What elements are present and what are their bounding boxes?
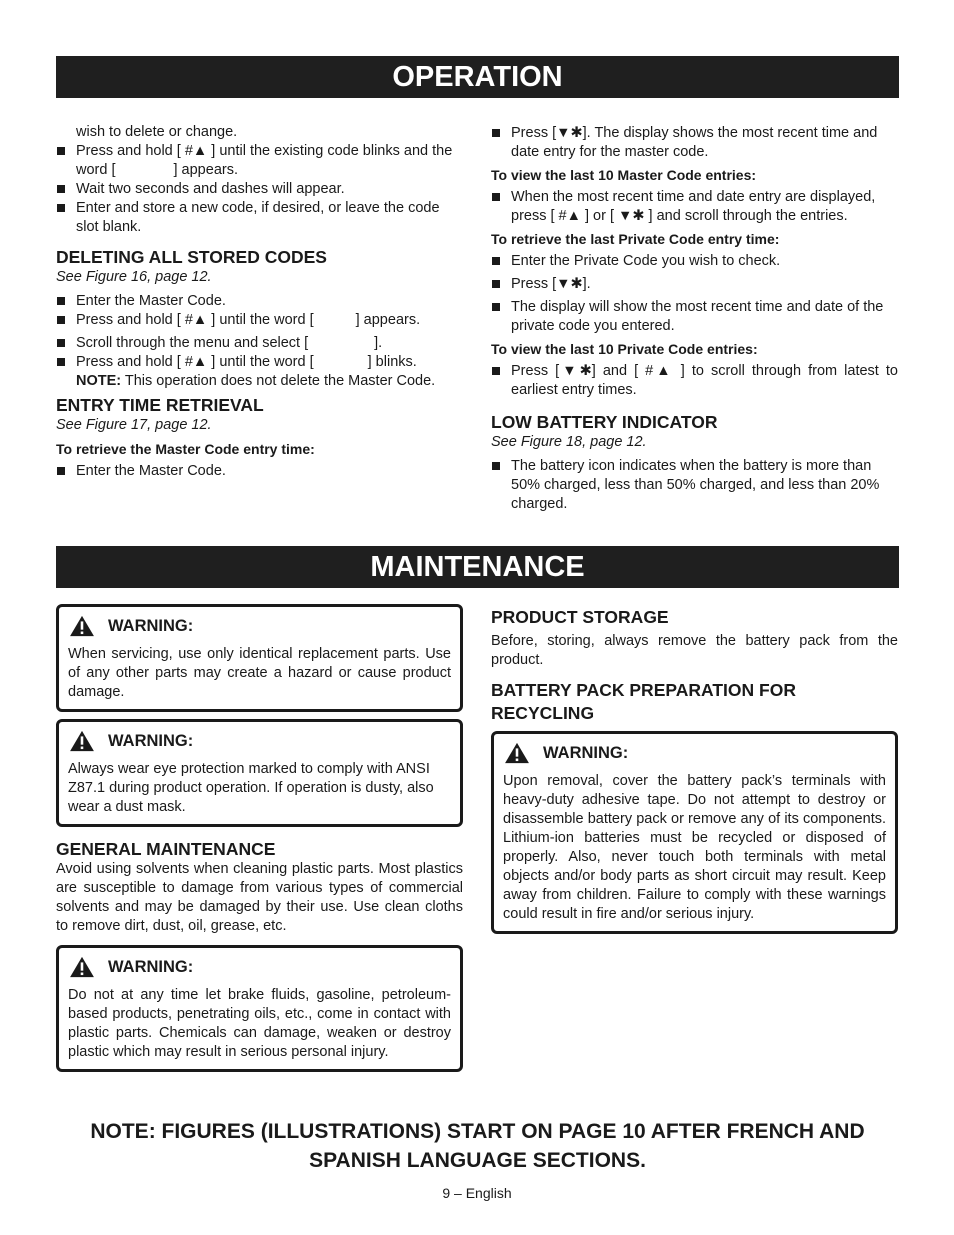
list-item: Enter the Private Code you wish to check. xyxy=(491,252,898,271)
warning-icon xyxy=(68,956,96,978)
maintenance-banner xyxy=(56,546,899,588)
section-heading-entry-time: ENTRY TIME RETRIEVAL xyxy=(56,395,264,415)
operation-title: OPERATION xyxy=(392,61,563,93)
list-item: Enter and store a new code, if desired, or leave the code slot blank. xyxy=(56,199,463,237)
warning-text: Do not at any time let brake fluids, gasoline, petroleum-based products, penetrating oils, etc., come in contact with plastic parts. Chemicals can damage, weaken or destroy plastic which may result in serious personal injury. xyxy=(68,987,451,1060)
list-item: Enter the Master Code. xyxy=(56,462,463,481)
note: NOTE: This operation does not delete the Master Code. xyxy=(76,373,436,389)
maintenance-right-column xyxy=(491,598,898,934)
subheading: To retrieve the Master Code entry time: xyxy=(56,441,315,457)
warning-header: WARNING: xyxy=(68,615,451,637)
section-heading-low-battery: LOW BATTERY INDICATOR xyxy=(491,412,718,432)
section-heading-general-maintenance: GENERAL MAINTENANCE xyxy=(56,839,276,859)
figure-reference: See Figure 18, page 12. xyxy=(491,434,647,450)
warning-header: WARNING: xyxy=(68,956,451,978)
figure-reference: See Figure 16, page 12. xyxy=(56,269,212,285)
list-item: When the most recent time and date entry are displayed, press [ #▲ ] or [ ▼✱ ] and scroll through the entries. xyxy=(491,188,898,226)
subheading: To view the last 10 Private Code entries: xyxy=(491,341,758,357)
section-heading-product-storage: PRODUCT STORAGE xyxy=(491,607,669,627)
list-item: Press [▼✱]. The display shows the most recent time and date entry for the master code. xyxy=(491,124,898,162)
warning-header: WARNING: xyxy=(503,742,886,764)
maintenance-title: MAINTENANCE xyxy=(370,551,585,583)
warning-text: When servicing, use only identical replacement parts. Use of any other parts may create a hazard or cause product damage. xyxy=(68,646,451,700)
warning-header: WARNING: xyxy=(68,730,451,752)
list-item: Press and hold [ #▲ ] until the existing code blinks and the word [ ] appears. xyxy=(56,142,463,180)
list-item: Press and hold [ #▲ ] until the word [ ] blinks. xyxy=(56,353,463,372)
warning-box xyxy=(56,945,463,1072)
warning-text: Upon removal, cover the battery pack’s terminals with heavy-duty adhesive tape. Do not attempt to destroy or disassemble battery pack or remove any of its components. Lithium-ion batteries must be recycled or disposed of properly. Also, never touch both terminals with metal objects and/or body parts as short circuit may result. Keep away from children. Failure to comply with these warnings could result in fire and/or serious injury. xyxy=(503,773,886,922)
warning-icon xyxy=(503,742,531,764)
list-item: Press and hold [ #▲ ] until the word [ ] appears. xyxy=(56,311,463,330)
body-text: Before, storing, always remove the battery pack from the product. xyxy=(491,633,898,668)
list-item: The battery icon indicates when the battery is more than 50% charged, less than 50% charged, and less than 20% charged. xyxy=(491,457,898,514)
warning-box xyxy=(56,719,463,827)
warning-box xyxy=(491,731,898,934)
body-text: Avoid using solvents when cleaning plastic parts. Most plastics are susceptible to damage from various types of commercial solvents and may be damaged by their use. Use clean cloths to remove dirt, dust, oil, grease, etc. xyxy=(56,861,463,934)
warning-icon xyxy=(68,730,96,752)
page-number: 9 – English xyxy=(442,1185,512,1201)
list-item: The display will show the most recent time and date of the private code you entered. xyxy=(491,298,898,336)
operation-banner xyxy=(56,56,899,98)
figure-reference: See Figure 17, page 12. xyxy=(56,417,212,433)
section-heading-deleting: DELETING ALL STORED CODES xyxy=(56,247,327,267)
maintenance-left-column xyxy=(56,604,463,1072)
operation-left-column xyxy=(56,123,463,481)
section-heading-recycling: BATTERY PACK PREPARATION FOR RECYCLING xyxy=(491,680,796,723)
continued-text: wish to delete or change. xyxy=(76,124,238,140)
list-item: Scroll through the menu and select [ ]. xyxy=(56,334,463,353)
list-item: Press [▼✱]. xyxy=(491,275,898,294)
warning-box xyxy=(56,604,463,712)
list-item: Press [▼✱] and [ #▲ ] to scroll through from latest to earliest entry times. xyxy=(491,362,898,400)
operation-right-column xyxy=(491,124,898,514)
list-item: Wait two seconds and dashes will appear. xyxy=(56,180,463,199)
warning-icon xyxy=(68,615,96,637)
subheading: To view the last 10 Master Code entries: xyxy=(491,167,757,183)
list-item: Enter the Master Code. xyxy=(56,292,463,311)
warning-text: Always wear eye protection marked to comply with ANSI Z87.1 during product operation. If operation is dusty, also wear a dust mask. xyxy=(68,761,434,815)
subheading: To retrieve the last Private Code entry time: xyxy=(491,231,780,247)
figures-note: NOTE: FIGURES (ILLUSTRATIONS) START ON PAGE 10 AFTER FRENCH AND SPANISH LANGUAGE SECTIONS. xyxy=(90,1120,865,1172)
